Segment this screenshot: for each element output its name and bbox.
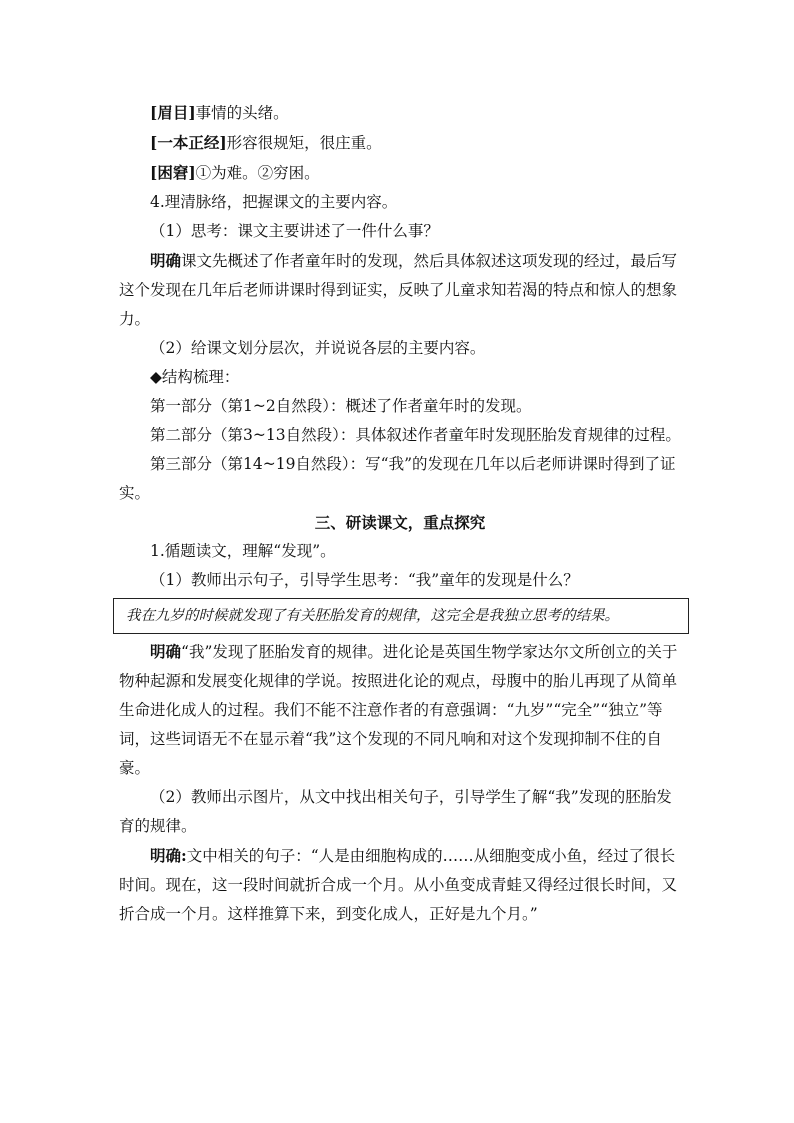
question: （2）给课文划分层次，并说说各层的主要内容。 xyxy=(150,339,486,357)
answer-label: 明确 xyxy=(150,251,182,270)
question: （2）教师出示图片，从文中找出相关句子，引导学生了解“我”发现的胚胎发育的规律。 xyxy=(119,788,672,835)
vocab-def: 事情的头绪。 xyxy=(195,104,289,122)
structure-part: 第三部分（第14~19自然段）：写“我”的发现在几年以后老师讲课时得到了证实。 xyxy=(119,455,676,502)
vocab-def: ①为难。②穷困。 xyxy=(195,164,320,182)
structure-part: 第二部分（第3~13自然段）：具体叙述作者童年时发现胚胎发育规律的过程。 xyxy=(150,426,681,444)
section-title: 三、研读课文，重点探究 xyxy=(314,513,486,532)
answer-label: 明确 xyxy=(150,642,182,661)
vocab-item xyxy=(119,128,681,158)
sub-heading: 1.循题读文，理解“发现”。 xyxy=(150,542,336,560)
answer xyxy=(119,246,681,334)
structure-part: 第一部分（第1~2自然段）：概述了作者童年时的发现。 xyxy=(150,397,532,415)
vocab-term: [困窘] xyxy=(150,163,196,182)
structure-title: ◆结构梳理： xyxy=(150,368,240,386)
question: （1）思考：课文主要讲述了一件什么事？ xyxy=(150,222,439,240)
quote-box: 我在九岁的时候就发现了有关胚胎发育的规律，这完全是我独立思考的结果。 xyxy=(113,598,689,634)
vocab-term: [眉目] xyxy=(150,103,196,122)
answer-text: “我”发现了胚胎发育的规律。进化论是英国生物学家达尔文所创立的关于物种起源和发展变化规律的学说。按照进化论的观点，母腹中的胎儿再现了从简单生命进化成人的过程。我们不能不注意作者的有意强调：“九岁”“完全”“独立”等词，这些词语无不在显示着“我”这个发现的不同凡响和对这个发现抑制不住的自豪。 xyxy=(119,643,678,777)
answer-text: 课文先概述了作者童年时的发现，然后具体叙述这项发现的经过，最后写这个发现在几年后老师讲课时得到证实，反映了儿童求知若渴的特点和惊人的想象力。 xyxy=(119,252,678,328)
vocab-def: 形容很规矩，很庄重。 xyxy=(226,134,382,152)
answer-label: 明确: xyxy=(150,846,187,865)
section-heading: 4.理清脉络，把握课文的主要内容。 xyxy=(150,193,398,211)
answer xyxy=(119,841,681,929)
vocab-term: [一本正经] xyxy=(150,133,227,152)
answer xyxy=(119,637,681,783)
vocab-item xyxy=(119,98,681,128)
document-body xyxy=(119,98,681,929)
vocab-item xyxy=(119,158,681,188)
question: （1）教师出示句子，引导学生思考：“我”童年的发现是什么？ xyxy=(150,571,579,589)
answer-text: 文中相关的句子：“人是由细胞构成的……从细胞变成小鱼，经过了很长时间。现在，这一段时间就折合成一个月。从小鱼变成青蛙又得经过很长时间，又折合成一个月。这样推算下来，到变化成人，正好是九个月。” xyxy=(119,847,678,923)
